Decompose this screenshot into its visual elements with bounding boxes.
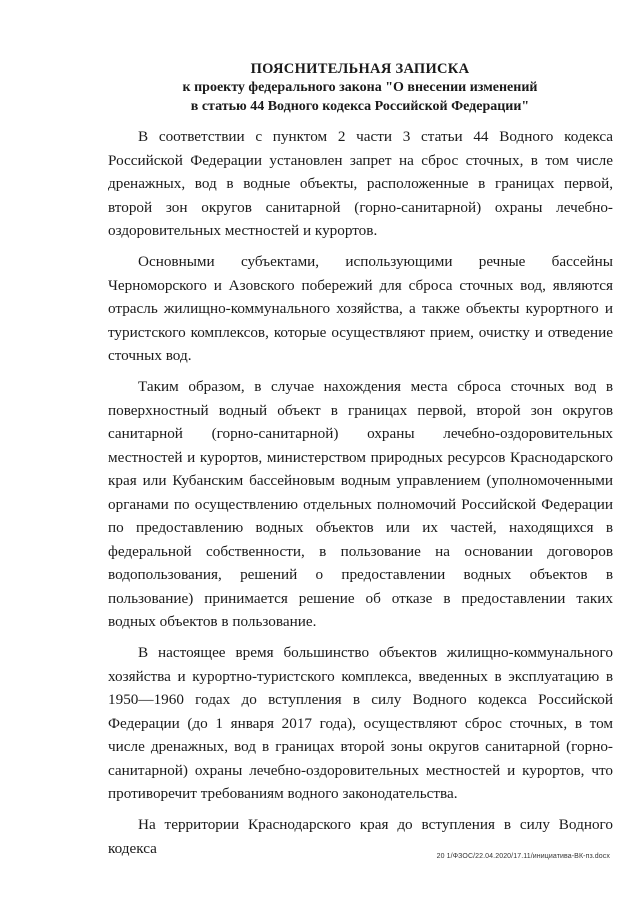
- paragraph: В соответствии с пунктом 2 части 3 статьи 44 Водного кодекса Российской Федерации установлен запрет на сброс сточных, в том числе дренажных, вод в водные объекты, расположенные в границах первой, второй зон округов санитарной (горно-санитарной) охраны лечебно-оздоровительных местностей и курортов.: [108, 128, 613, 239]
- document-body: [108, 125, 613, 860]
- title-heading: ПОЯСНИТЕЛЬНАЯ ЗАПИСКА: [250, 61, 470, 77]
- title-subtitle-line-2: в статью 44 Водного кодекса Российской Федерации": [190, 99, 530, 114]
- title-subtitle-line-1: к проекту федерального закона "О внесении изменений: [182, 80, 538, 95]
- paragraph: На территории Краснодарского края до вступления в силу Водного кодекса: [108, 816, 613, 857]
- document-footer-code: 20 1/ФЗОС/22.04.2020/17.11/инициатива-ВК-пз.docx: [436, 853, 610, 860]
- paragraph: Таким образом, в случае нахождения места сброса сточных вод в поверхностный водный объект в границах первой, второй зон округов санитарной (горно-санитарной) охраны лечебно-оздоровительных местностей и курортов, министерством природных ресурсов Краснодарского края или Кубанским бассейновым водным управлением (уполномоченными органами по осуществлению отдельных полномочий Российской Федерации по предоставлению водных объектов или их частей, находящихся в федеральной собственности, в пользование на основании договоров водопользования, решений о предоставлении водных объектов в пользование) принимается решение об отказе в предоставлении таких водных объектов в пользование.: [108, 378, 613, 630]
- paragraph: Основными субъектами, использующими речные бассейны Черноморского и Азовского побережий для сброса сточных вод, являются отрасль жилищно-коммунального хозяйства, а также объекты курортного и туристского комплексов, которые осуществляют прием, очистку и отведение сточных вод.: [108, 253, 613, 364]
- paragraph: В настоящее время большинство объектов жилищно-коммунального хозяйства и курортно-туристского комплекса, введенных в эксплуатацию в 1950—1960 годах до вступления в силу Водного кодекса Российской Федерации (до 1 января 2017 года), осуществляют сброс сточных, в том числе дренажных, вод в границах второй зоны округов санитарной (горно-санитарной) охраны лечебно-оздоровительных местностей и курортов, что противоречит требованиям водного законодательства.: [108, 644, 613, 802]
- document-title: [80, 60, 640, 116]
